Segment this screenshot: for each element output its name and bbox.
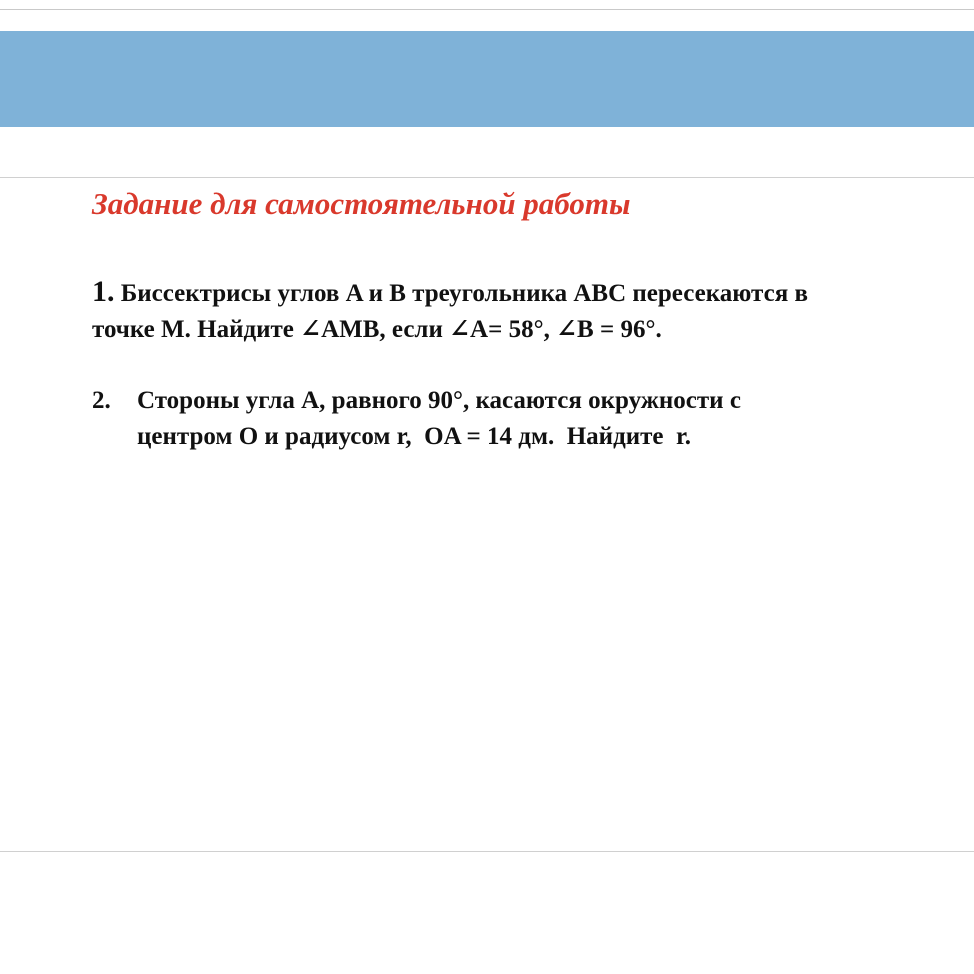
top-border [0, 0, 974, 10]
task-1 [92, 274, 954, 348]
divider-top [0, 177, 974, 178]
task-1-text-2: точке M. Найдите ∠AMB, если ∠A= 58°, ∠B = 96°. [92, 316, 662, 343]
task-1-number: 1. [92, 275, 115, 308]
task-1-text-1: Биссектрисы углов A и B треугольника ABC пересекаются в [120, 280, 808, 307]
task-2-text-1: Стороны угла A, равного 90°, касаются окружности с [137, 387, 741, 414]
task-2-number: 2. [92, 387, 111, 414]
slide-title: Задание для самостоятельной работы [92, 186, 631, 221]
header-band [0, 31, 974, 127]
task-2-text-2: центром O и радиусом r, OA = 14 дм. Найдите r. [137, 423, 692, 450]
divider-bottom [0, 851, 974, 852]
task-1-line-1 [92, 274, 954, 312]
task-2-body [137, 383, 741, 455]
